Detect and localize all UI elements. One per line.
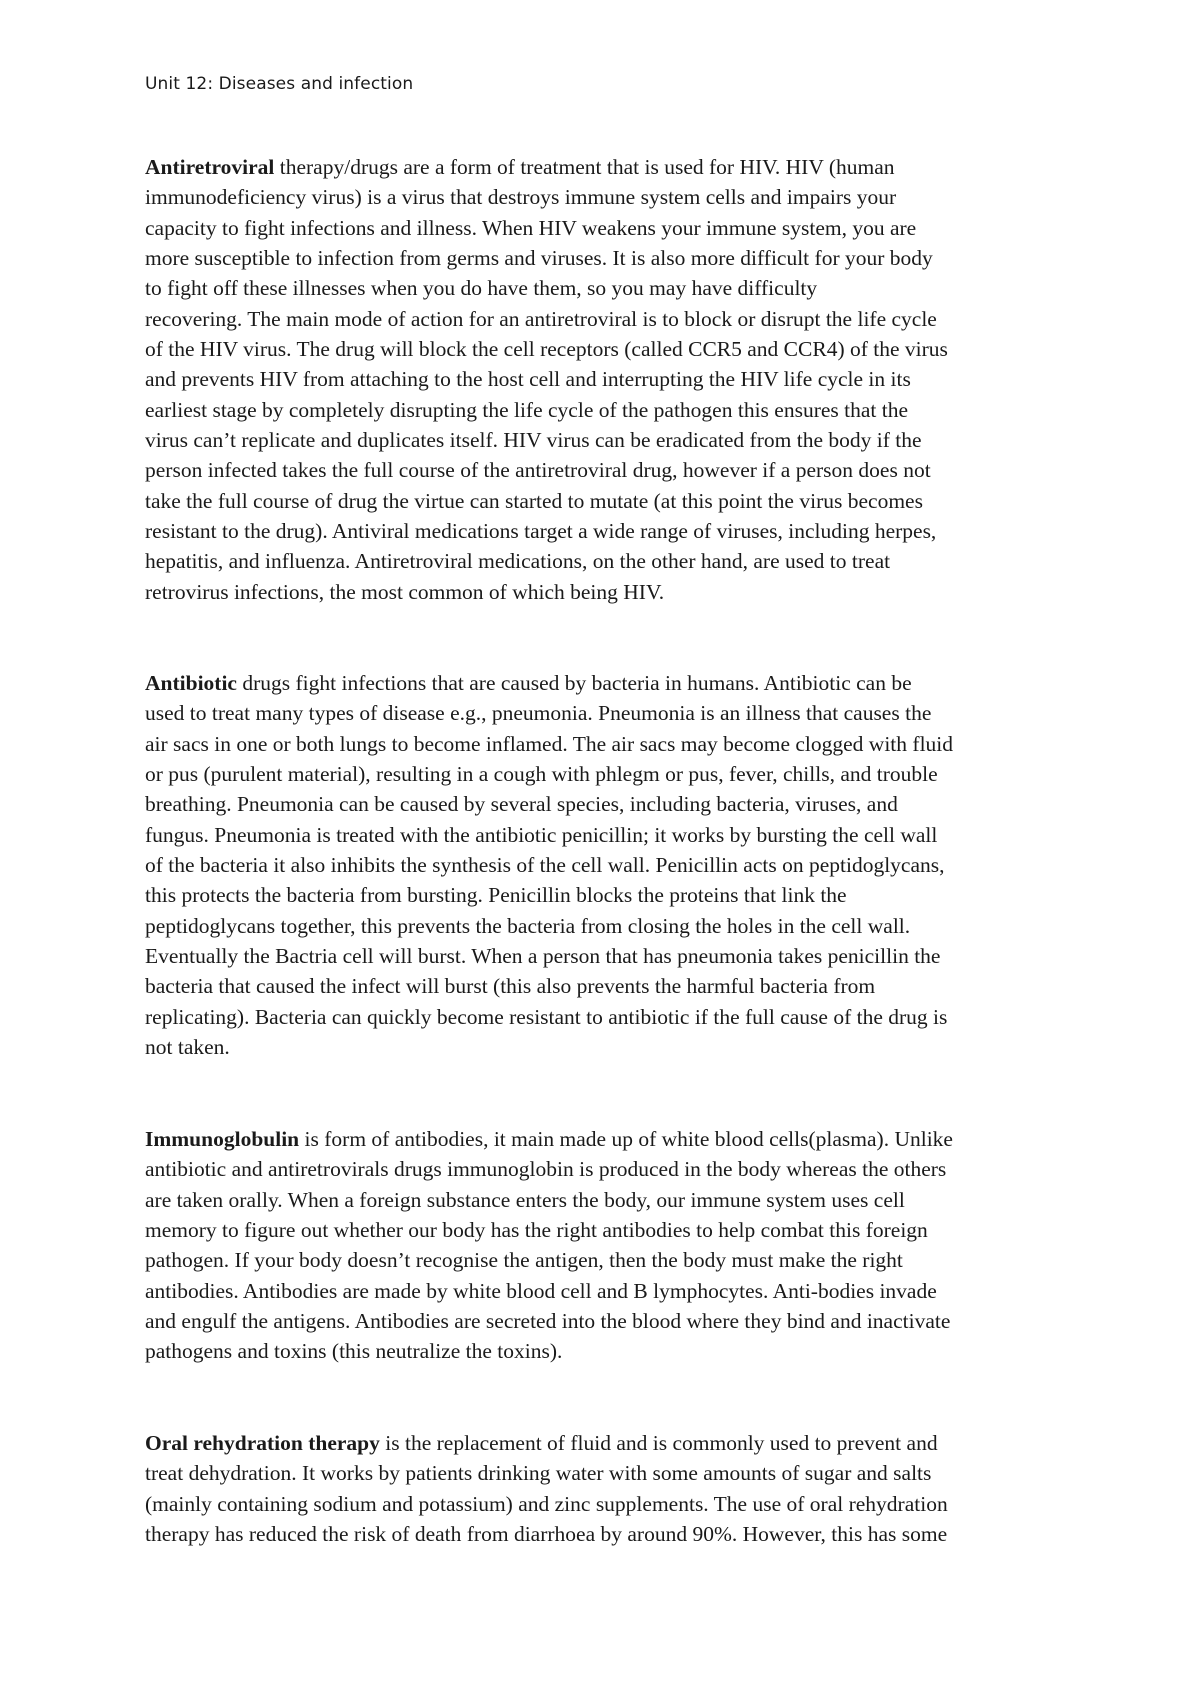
section-term: Immunoglobulin xyxy=(145,1127,300,1151)
paragraph-line: resistant to the drug). Antiviral medications target a wide range of viruses, including herpes, xyxy=(145,519,937,544)
paragraph-line: Immunoglobulin is form of antibodies, it main made up of white blood cells(plasma). Unlike xyxy=(145,1127,953,1151)
paragraph-line: Antiretroviral therapy/drugs are a form of treatment that is used for HIV. HIV (human xyxy=(145,155,895,179)
paragraph-line: peptidoglycans together, this prevents the bacteria from closing the holes in the cell wall. xyxy=(145,913,911,938)
paragraph-line: Antibiotic drugs fight infections that are caused by bacteria in humans. Antibiotic can be xyxy=(145,671,912,695)
paragraph-line: more susceptible to infection from germs and viruses. It is also more difficult for your body xyxy=(145,246,933,271)
paragraph-line: used to treat many types of disease e.g., pneumonia. Pneumonia is an illness that causes the xyxy=(145,701,932,726)
paragraph-line: Oral rehydration therapy is the replacement of fluid and is commonly used to prevent and xyxy=(145,1431,938,1455)
paragraph-line: not taken. xyxy=(145,1035,230,1060)
section-term: Antibiotic xyxy=(145,671,237,695)
section-antiretroviral xyxy=(145,152,1075,607)
paragraph-line: breathing. Pneumonia can be caused by several species, including bacteria, viruses, and xyxy=(145,792,898,817)
paragraph-line: treat dehydration. It works by patients drinking water with some amounts of sugar and salts xyxy=(145,1461,932,1486)
section-antibiotic xyxy=(145,668,1075,1062)
paragraph-line: hepatitis, and influenza. Antiretroviral medications, on the other hand, are used to treat xyxy=(145,549,891,574)
paragraph-line: antibodies. Antibodies are made by white blood cell and B lymphocytes. Anti-bodies invade xyxy=(145,1278,937,1303)
paragraph-line: antibiotic and antiretrovirals drugs immunoglobin is produced in the body whereas the others xyxy=(145,1157,947,1182)
paragraph-line: capacity to fight infections and illness. When HIV weakens your immune system, you are xyxy=(145,215,917,240)
paragraph-line: pathogens and toxins (this neutralize the toxins). xyxy=(145,1339,563,1364)
paragraph-line: of the HIV virus. The drug will block the cell receptors (called CCR5 and CCR4) of the virus xyxy=(145,337,948,362)
paragraph-line: of the bacteria it also inhibits the synthesis of the cell wall. Penicillin acts on peptidoglycans, xyxy=(145,853,945,878)
section-term: Oral rehydration therapy xyxy=(145,1431,380,1455)
paragraph-line: are taken orally. When a foreign substance enters the body, our immune system uses cell xyxy=(145,1187,905,1212)
paragraph-line: (mainly containing sodium and potassium) and zinc supplements. The use of oral rehydration xyxy=(145,1491,948,1516)
paragraph-line: this protects the bacteria from bursting. Penicillin blocks the proteins that link the xyxy=(145,883,847,908)
paragraph-line: recovering. The main mode of action for an antiretroviral is to block or disrupt the life cycle xyxy=(145,306,937,331)
paragraph-line: memory to figure out whether our body has the right antibodies to help combat this foreign xyxy=(145,1218,928,1243)
paragraph-line: air sacs in one or both lungs to become inflamed. The air sacs may become clogged with fluid xyxy=(145,731,954,756)
paragraph-line: take the full course of drug the virtue can started to mutate (at this point the virus becomes xyxy=(145,488,923,513)
paragraph-line: or pus (purulent material), resulting in a cough with phlegm or pus, fever, chills, and trouble xyxy=(145,762,938,787)
paragraph-line: retrovirus infections, the most common of which being HIV. xyxy=(145,579,665,604)
section-oral-rehydration-therapy xyxy=(145,1428,1075,1549)
paragraph-line: therapy has reduced the risk of death from diarrhoea by around 90%. However, this has some xyxy=(145,1522,948,1547)
paragraph-line: fungus. Pneumonia is treated with the antibiotic penicillin; it works by bursting the cell wall xyxy=(145,822,938,847)
paragraph-line: and prevents HIV from attaching to the host cell and interrupting the HIV life cycle in its xyxy=(145,367,911,392)
paragraph-line: virus can’t replicate and duplicates itself. HIV virus can be eradicated from the body if the xyxy=(145,428,922,453)
paragraph-line: bacteria that caused the infect will burst (this also prevents the harmful bacteria from xyxy=(145,974,876,999)
paragraph-line: immunodeficiency virus) is a virus that destroys immune system cells and impairs your xyxy=(145,185,897,210)
paragraph-line: and engulf the antigens. Antibodies are secreted into the blood where they bind and inactivate xyxy=(145,1309,951,1334)
paragraph-line: earliest stage by completely disrupting the life cycle of the pathogen this ensures that the xyxy=(145,397,909,422)
paragraph-line: to fight off these illnesses when you do have them, so you may have difficulty xyxy=(145,276,818,301)
paragraph-line: pathogen. If your body doesn’t recognise the antigen, then the body must make the right xyxy=(145,1248,903,1273)
section-term: Antiretroviral xyxy=(145,155,275,179)
paragraph-line: person infected takes the full course of the antiretroviral drug, however if a person does not xyxy=(145,458,931,483)
paragraph-line: replicating). Bacteria can quickly become resistant to antibiotic if the full cause of the drug is xyxy=(145,1004,948,1029)
paragraph-line: Eventually the Bactria cell will burst. When a person that has pneumonia takes penicillin the xyxy=(145,944,941,969)
page-header: Unit 12: Diseases and infection xyxy=(145,74,414,94)
section-immunoglobulin xyxy=(145,1124,1075,1367)
